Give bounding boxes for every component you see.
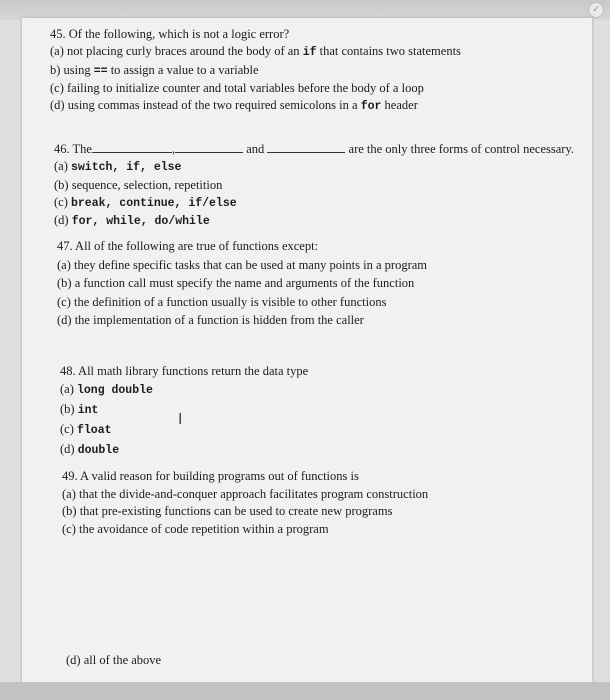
blank-3	[267, 142, 345, 153]
option-47c[interactable]: (c) the definition of a function usually is visible to other functions	[57, 294, 387, 309]
question-48-stem: 48. All math library functions return the data type	[60, 364, 309, 378]
option-48d[interactable]: (d) double	[60, 442, 120, 457]
question-49-stem: 49. A valid reason for building programs out of functions is	[62, 469, 359, 483]
option-46b[interactable]: (b) sequence, selection, repetition	[54, 177, 223, 192]
option-45c[interactable]: (c) failing to initialize counter and total variables before the body of a loop	[50, 80, 424, 95]
option-48a[interactable]: (a) long double	[60, 382, 153, 397]
option-46a[interactable]: (a) switch, if, else	[54, 159, 182, 175]
check-icon[interactable]: ✓	[588, 2, 604, 18]
question-49	[62, 468, 428, 538]
option-49d[interactable]: (d) all of the above	[66, 653, 162, 667]
text-cursor-icon: I	[178, 410, 183, 428]
option-49c[interactable]: (c) the avoidance of code repetition within a program	[62, 521, 329, 536]
blank-1	[92, 142, 172, 153]
option-47a[interactable]: (a) they define specific tasks that can be used at many points in a program	[57, 257, 428, 272]
question-48	[60, 362, 308, 460]
option-48c[interactable]: (c) float	[60, 422, 112, 437]
document-page	[22, 18, 592, 682]
question-47-stem: 47. All of the following are true of functions except:	[57, 239, 319, 253]
option-49b[interactable]: (b) that pre-existing functions can be used to create new programs	[62, 504, 393, 518]
option-46c[interactable]: (c) break, continue, if/else	[54, 194, 237, 210]
question-46	[54, 141, 574, 230]
option-49a[interactable]: (a) that the divide-and-conquer approach facilitates program construction	[62, 486, 429, 501]
option-45b[interactable]: b) using == to assign a value to a variable	[50, 62, 259, 78]
option-46d[interactable]: (d) for, while, do/while	[54, 213, 210, 229]
question-45-stem: 45. Of the following, which is not a logic error?	[50, 27, 290, 41]
question-45	[50, 26, 461, 115]
option-47b[interactable]: (b) a function call must specify the name and arguments of the function	[57, 276, 415, 290]
top-toolbar	[0, 0, 610, 20]
option-45d[interactable]: (d) using commas instead of the two required semicolons in a for header	[50, 98, 418, 114]
question-47	[57, 237, 427, 330]
question-49-last-option	[66, 652, 161, 669]
blank-2	[175, 142, 243, 153]
option-48b[interactable]: (b) int	[60, 402, 99, 417]
question-46-stem: 46. The , and are the only three forms of control necessary.	[54, 142, 575, 156]
option-47d[interactable]: (d) the implementation of a function is hidden from the caller	[57, 313, 364, 327]
bottom-shadow-bar	[0, 682, 610, 700]
option-45a[interactable]: (a) not placing curly braces around the body of an if that contains two statements	[50, 44, 461, 60]
